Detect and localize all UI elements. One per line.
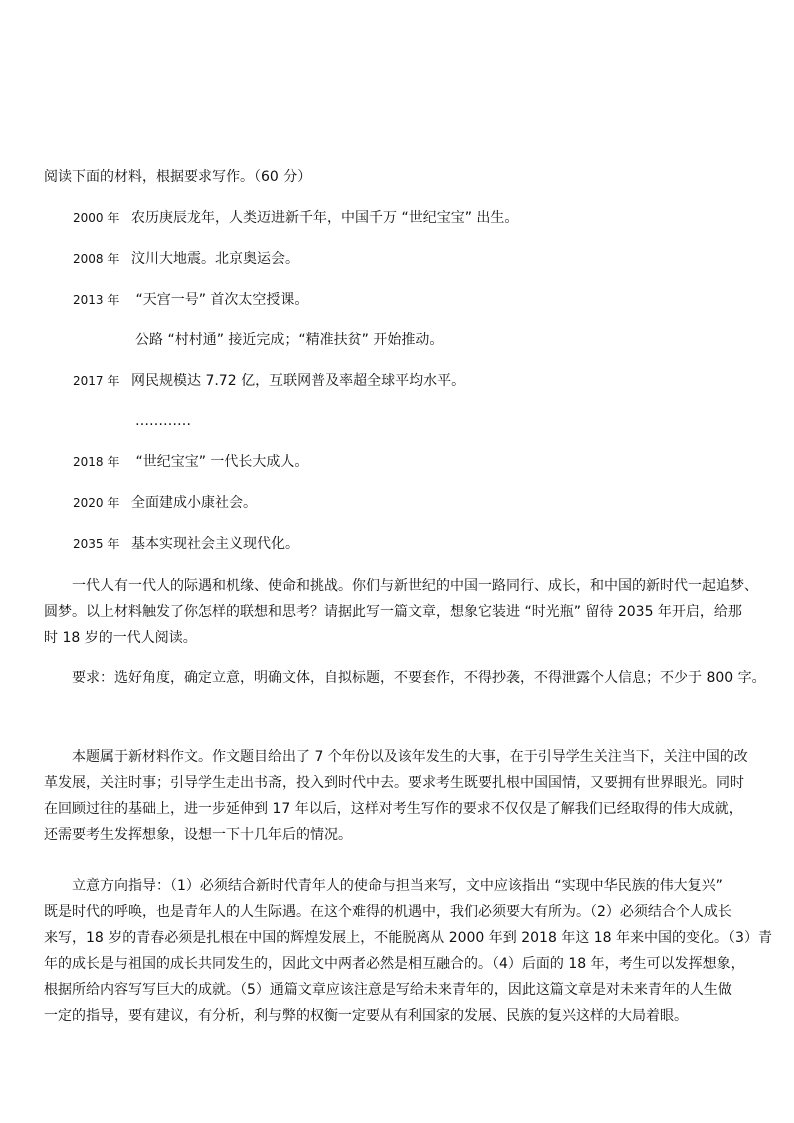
prompt-line: 圆梦。以上材料触发了你怎样的联想和思考？请据此写一篇文章，想象它装进 “时光瓶” 留待 2035 年开启，给那 (44, 604, 742, 620)
guidance-line: 来写，18 岁的青春必须是扎根在中国的辉煌发展上，不能脱离从 2000 年到 2018 年这 18 年来中国的变化。（3）青 (44, 930, 772, 946)
analysis-line: 革发展，关注时事；引导学生走出书斋，投入到时代中去。要求考生既要扎根中国国情，又要拥有世界眼光。同时 (44, 775, 744, 791)
timeline-year: 2017 年 (73, 374, 120, 388)
timeline-year: 2020 年 (73, 496, 120, 510)
timeline-text: 汶川大地震。北京奥运会。 (131, 251, 299, 267)
prompt-paragraph (44, 573, 758, 651)
guidance-line: 一定的指导，要有建议，有分析，利与弊的权衡一定要从有利国家的发展、民族的复兴这样的大局着眼。 (44, 1008, 688, 1024)
timeline-ellipsis: ………… (135, 413, 191, 429)
timeline-text: “世纪宝宝” 一代长大成人。 (131, 454, 309, 470)
guidance-line: 立意方向指导：（1）必须结合新时代青年人的使命与担当来写，文中应该指出 “实现中华民族的伟大复兴” (72, 878, 723, 894)
timeline-item (73, 411, 191, 431)
analysis-line: 还需要考生发挥想象，设想一下十几年后的情况。 (44, 827, 352, 843)
guidance-line: 年的成长是与祖国的成长共同发生的，因此文中两者必然是相互融合的。（4）后面的 18 年，考生可以发挥想象， (44, 956, 745, 972)
intro-line: 阅读下面的材料，根据要求写作。（60 分） (44, 169, 312, 185)
analysis-paragraph (44, 744, 748, 848)
timeline-text: 全面建成小康社会。 (131, 495, 257, 511)
timeline-item (73, 330, 443, 350)
timeline-year: 2013 年 (73, 293, 120, 307)
guidance-paragraph (44, 873, 772, 1029)
timeline-year: 2035 年 (73, 537, 120, 551)
timeline-year: 2000 年 (73, 211, 120, 225)
timeline-item (73, 290, 308, 310)
timeline-text: 基本实现社会主义现代化。 (131, 536, 299, 552)
timeline-item (73, 208, 518, 228)
analysis-line: 在回顾过往的基础上，进一步延伸到 17 年以后，这样对考生写作的要求不仅仅是了解我们已经取得的伟大成就， (44, 801, 743, 817)
timeline-text: 农历庚辰龙年，人类迈进新千年，中国千万 “世纪宝宝” 出生。 (131, 210, 519, 226)
timeline-text: 网民规模达 7.72 亿，互联网普及率超全球平均水平。 (131, 373, 466, 389)
timeline-item (73, 493, 257, 513)
timeline-item (73, 534, 299, 554)
prompt-line: 时 18 岁的一代人阅读。 (44, 630, 197, 646)
prompt-line: 一代人有一代人的际遇和机缘、使命和挑战。你们与新世纪的中国一路同行、成长，和中国的新时代一起追梦、 (72, 578, 758, 594)
guidance-line: 根据所给内容写写巨大的成就。（5）通篇文章应该注意是写给未来青年的，因此这篇文章是对未来青年的人生做 (44, 982, 732, 998)
analysis-line: 本题属于新材料作文。作文题目给出了 7 个年份以及该年发生的大事，在于引导学生关注当下，关注中国的改 (72, 749, 748, 765)
guidance-line: 既是时代的呼唤，也是青年人的人生际遇。在这个难得的机遇中，我们必须要大有所为。（2）必须结合个人成长 (44, 904, 732, 920)
timeline-text: “天宫一号” 首次太空授课。 (131, 292, 309, 308)
timeline-year: 2018 年 (73, 455, 120, 469)
timeline-item (73, 371, 465, 391)
timeline-year: 2008 年 (73, 252, 120, 266)
timeline-text: 公路 “村村通” 接近完成；“精准扶贫” 开始推动。 (135, 332, 444, 348)
timeline-item (73, 452, 308, 472)
requirements-line: 要求：选好角度，确定立意，明确文体，自拟标题，不要套作，不得抄袭，不得泄露个人信息；不少于 800 字。 (72, 670, 766, 686)
timeline-item (73, 249, 299, 269)
